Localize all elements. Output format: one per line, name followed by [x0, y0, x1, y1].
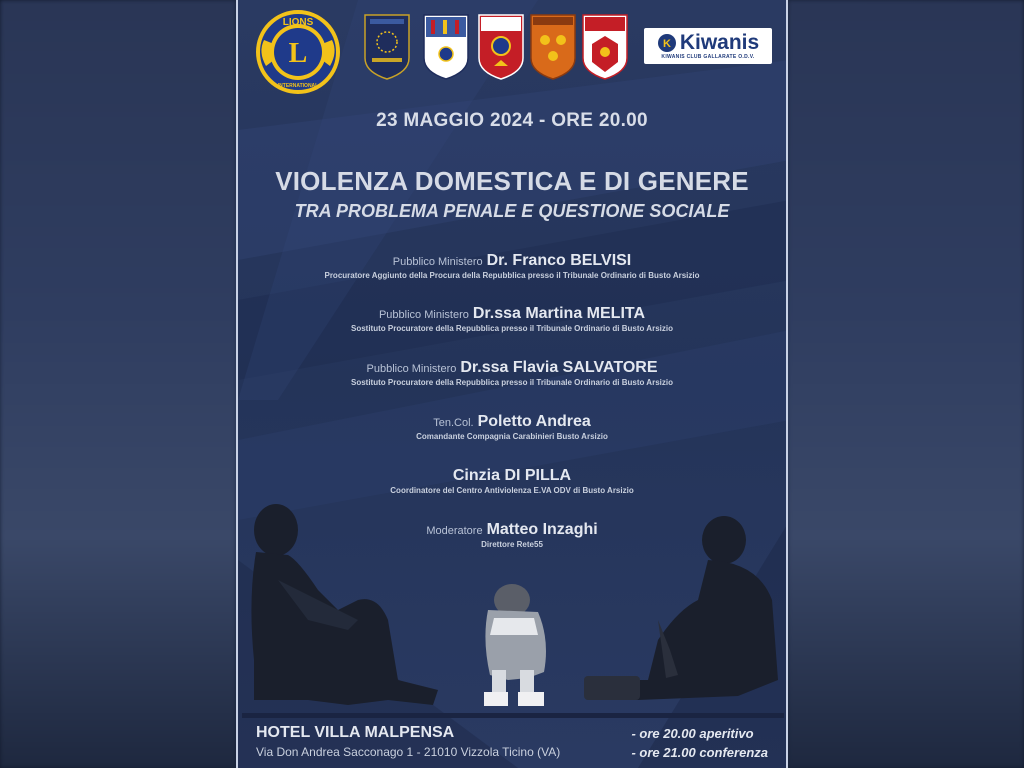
speaker-description: Sostituto Procuratore della Repubblica presso il Tribunale Ordinario di Busto Arsizio	[351, 378, 673, 387]
schedule-conferenza: - ore 21.00 conferenza	[631, 745, 768, 760]
lions-international-logo	[256, 10, 340, 94]
shield-sesto-seminario	[423, 14, 469, 80]
speaker-melita	[238, 305, 786, 333]
center-child-silhouette	[484, 584, 546, 706]
sponsor-logos	[238, 10, 786, 90]
lions-letter: L	[288, 38, 308, 69]
speaker-description: Sostituto Procuratore della Repubblica presso il Tribunale Ordinario di Busto Arsizio	[351, 324, 673, 333]
lions-top-text: LIONS	[282, 17, 314, 28]
speaker-belvisi	[238, 252, 786, 280]
speaker-role: Ten.Col.	[433, 417, 474, 429]
speaker-role: Moderatore	[426, 525, 483, 537]
speaker-description: Direttore Rete55	[481, 540, 543, 549]
shield-busto-arsizio	[364, 14, 410, 80]
background-blur-right	[788, 0, 1024, 768]
event-poster	[236, 0, 788, 768]
speaker-name: Dr. Franco BELVISI	[486, 252, 632, 269]
kiwanis-logo	[644, 28, 772, 64]
speaker-name: Dr.ssa Flavia SALVATORE	[460, 359, 658, 376]
silhouette-figures	[238, 500, 788, 715]
event-title: VIOLENZA DOMESTICA E DI GENERE	[275, 166, 749, 196]
kiwanis-subtitle: KIWANIS CLUB GALLARATE O.D.V.	[661, 54, 755, 60]
right-silhouette	[584, 516, 778, 700]
speaker-description: Coordinatore del Centro Antiviolenza E.VA ODV di Busto Arsizio	[390, 486, 634, 495]
shield-gallarate-host	[478, 14, 524, 80]
event-schedule	[631, 724, 768, 762]
speaker-salvatore	[238, 359, 786, 387]
speaker-description: Comandante Compagnia Carabinieri Busto Arsizio	[416, 432, 608, 441]
shield-gallarate-seprio	[582, 14, 628, 80]
speaker-di-pilla	[238, 467, 786, 495]
speaker-role: Pubblico Ministero	[392, 256, 483, 268]
event-date: 23 MAGGIO 2024 - ORE 20.00	[376, 110, 648, 131]
speaker-poletto	[238, 413, 786, 441]
kiwanis-name: Kiwanis	[679, 31, 760, 54]
speaker-role: Pubblico Ministero	[366, 363, 457, 375]
event-subtitle: TRA PROBLEMA PENALE E QUESTIONE SOCIALE	[294, 201, 730, 221]
shield-crest-orange	[530, 14, 576, 80]
venue-name: HOTEL VILLA MALPENSA	[256, 724, 455, 741]
speaker-name: Dr.ssa Martina MELITA	[472, 305, 646, 322]
speaker-role: Pubblico Ministero	[378, 309, 469, 321]
speaker-name: Cinzia DI PILLA	[452, 467, 572, 484]
speaker-name: Poletto Andrea	[477, 413, 591, 430]
speaker-name: Matteo Inzaghi	[486, 521, 598, 538]
schedule-aperitivo: - ore 20.00 aperitivo	[631, 726, 754, 741]
background-blur-left	[0, 0, 236, 768]
venue-address: Via Don Andrea Sacconago 1 - 21010 Vizzola Ticino (VA)	[256, 745, 561, 759]
svg-text:K: K	[662, 38, 671, 50]
kiwanis-emblem-icon	[657, 33, 677, 53]
footer-divider	[242, 713, 784, 718]
left-silhouette	[251, 504, 438, 705]
lions-bottom-text: INTERNATIONAL	[277, 83, 319, 89]
speaker-description: Procuratore Aggiunto della Procura della Repubblica presso il Tribunale Ordinario di Busto Arsizio	[324, 271, 700, 280]
